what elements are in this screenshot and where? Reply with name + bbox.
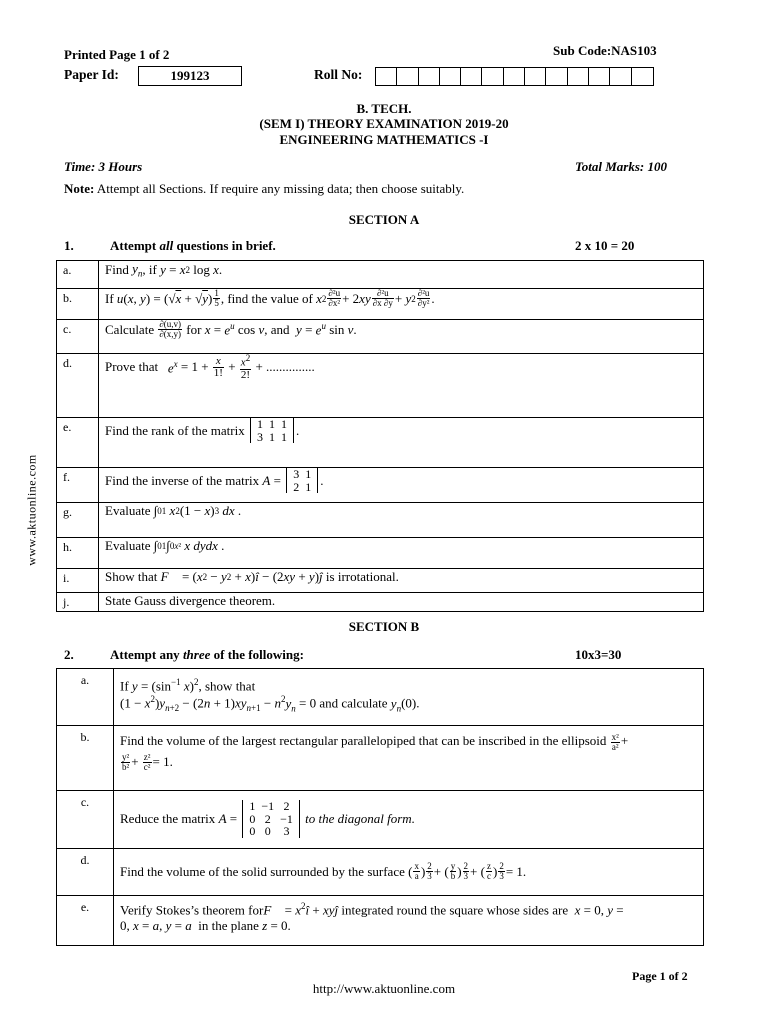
question-text: Reduce the matrix A = 1 −1 2 0 2 −1 0 0 3 to the diagonal form. — [114, 791, 704, 849]
table-row — [57, 593, 704, 612]
page-number: Page 1 of 2 — [632, 969, 688, 983]
question-1-instruction — [110, 238, 276, 254]
sub-code: Sub Code:NAS103 — [553, 43, 657, 58]
table-row — [57, 289, 704, 320]
question-label: a. — [57, 261, 99, 289]
exam-note — [64, 181, 464, 197]
table-row — [57, 418, 704, 468]
question-text: Evaluate ∫ 0 1 x 2 (1 − x ) 3 dx . — [99, 503, 704, 538]
question-label: d. — [57, 354, 99, 418]
instruction-emphasis: all — [159, 238, 174, 253]
question-label: g. — [57, 503, 99, 538]
paper-id-box: 199123 — [138, 66, 242, 86]
roll-no-box — [376, 68, 397, 85]
instruction-pre: Attempt — [110, 238, 160, 253]
roll-no-box — [440, 68, 461, 85]
roll-no-box — [461, 68, 482, 85]
table-row — [57, 354, 704, 418]
table-row — [57, 569, 704, 593]
question-text: Find the volume of the solid surrounded by the surface ( $\frac{x}{a}$ ) $\frac{2}{3}$ + ( $\frac{y}{b}$ ) $\frac{2}{3}$ + ( $\frac{z}{c}$ ) $\frac{2}{3}$ = 1. — [114, 849, 704, 896]
roll-no-box — [504, 68, 525, 85]
roll-no-box — [419, 68, 440, 85]
table-row — [57, 320, 704, 354]
roll-no-box — [397, 68, 418, 85]
question-text: Evaluate ∫ 0 1 ∫ 0 x² x dydx . — [99, 538, 704, 569]
table-row — [57, 896, 704, 946]
question-label: c. — [57, 320, 99, 354]
exam-name: (SEM I) THEORY EXAMINATION 2019-20 — [259, 116, 509, 131]
question-label: a. — [57, 669, 114, 726]
exam-degree: B. TECH. — [356, 101, 412, 116]
question-label: f. — [57, 468, 99, 503]
question-label: b. — [57, 289, 99, 320]
total-marks: Total Marks: 100 — [575, 159, 667, 174]
table-row — [57, 669, 704, 726]
section-b-table — [56, 668, 704, 946]
question-label: c. — [57, 791, 114, 849]
exam-time: Time: 3 Hours — [64, 159, 143, 174]
side-website-label: www.aktuonline.com — [24, 454, 39, 566]
note-text: Attempt all Sections. If require any missing data; then choose suitably. — [94, 181, 465, 196]
section-a-table — [56, 260, 704, 612]
roll-no-box — [525, 68, 546, 85]
table-row — [57, 503, 704, 538]
question-text: Find the volume of the largest rectangular parallelopiped that can be inscribed in the ellipsoid $\frac{\text{x²}}{\text{a²}}$ + $\frac{\text{y²}}{\text{b²}}$ + $\frac{\text{z²}}{\text{c²}}$ = 1. — [114, 726, 704, 791]
question-text: State Gauss divergence theorem. — [99, 593, 704, 612]
roll-no-label: Roll No: — [314, 67, 363, 82]
question-text: If $y = (\sin^{-1}$ x)$^2$, show that $(1 - x^2)y_{n+2} - (2n + 1)xy_{n+1} - n^2y_n = 0$ and calculate $y_n(0)$. — [114, 669, 704, 726]
question-2-instruction — [110, 647, 304, 663]
side-website-text — [20, 454, 44, 566]
roll-no-box — [568, 68, 589, 85]
question-text: If u ( x , y ) = (√ x + √ y ) $\frac{1}{5}$ , find the value of x 2 $\frac{\text{∂²u}}{\text{∂x²}}$ + 2 xy $\frac{\text{∂²u}}{\partial x \partial y}$ + y 2 $\frac{\text{∂²u}}{\text{∂y²}}$ . — [99, 289, 704, 320]
question-label: i. — [57, 569, 99, 593]
question-label: b. — [57, 726, 114, 791]
note-label: Note: — [64, 181, 95, 196]
roll-no-box — [546, 68, 567, 85]
roll-no-boxes — [375, 67, 654, 86]
section-b-title: SECTION B — [348, 619, 420, 634]
question-label: e. — [57, 896, 114, 946]
table-row — [57, 849, 704, 896]
roll-no-box — [482, 68, 503, 85]
question-label: e. — [57, 418, 99, 468]
question-1-number: 1. — [64, 238, 74, 253]
section-a-title: SECTION A — [348, 212, 420, 227]
printed-page-label: Printed Page 1 of 2 — [64, 47, 170, 62]
question-2-number: 2. — [64, 647, 74, 662]
question-label: d. — [57, 849, 114, 896]
instruction-post: questions in brief. — [173, 238, 276, 253]
table-row — [57, 468, 704, 503]
question-1-marks: 2 x 10 = 20 — [575, 238, 635, 253]
question-2-marks: 10x3=30 — [575, 647, 622, 662]
instruction-emphasis: three — [182, 647, 211, 662]
question-label: j. — [57, 593, 99, 612]
question-label: h. — [57, 538, 99, 569]
instruction-post: of the following: — [210, 647, 304, 662]
question-text: Find the inverse of the matrix A = 3 1 2 1 . — [99, 468, 704, 503]
roll-no-box — [632, 68, 653, 85]
roll-no-box — [610, 68, 631, 85]
instruction-pre: Attempt any — [110, 647, 183, 662]
question-text: Verify Stokes’s theorem forF⃗ = $x^2î$ + xyĵ integrated round the square whose sides are x = 0, y = 0, x = a, y = a in the plane z = 0. — [114, 896, 704, 946]
roll-no-box — [589, 68, 610, 85]
question-text: Show that F⃗ = ( x 2 − y 2 + x ) î − (2 xy + y ) ĵ is irrotational. — [99, 569, 704, 593]
table-row — [57, 726, 704, 791]
question-text: Find $y_n$ , if y = x 2 log x . — [99, 261, 704, 289]
question-text: Prove that $e^x$ = 1 + $\frac{x}{1!}$ + $\frac{x^2}{2!}$ + ............... — [99, 354, 704, 418]
question-text: Calculate $\frac{\partial(u,v)}{\partial(x,y)}$ for x = $e^u$ cos v , and y = $e^u$ sin v . — [99, 320, 704, 354]
question-text: Find the rank of the matrix 1 1 1 3 1 1 . — [99, 418, 704, 468]
paper-id-label: Paper Id: — [64, 67, 119, 82]
table-row — [57, 261, 704, 289]
table-row — [57, 791, 704, 849]
footer-url[interactable]: http://www.aktuonline.com — [312, 981, 456, 996]
exam-subject: ENGINEERING MATHEMATICS -I — [279, 132, 489, 147]
table-row — [57, 538, 704, 569]
